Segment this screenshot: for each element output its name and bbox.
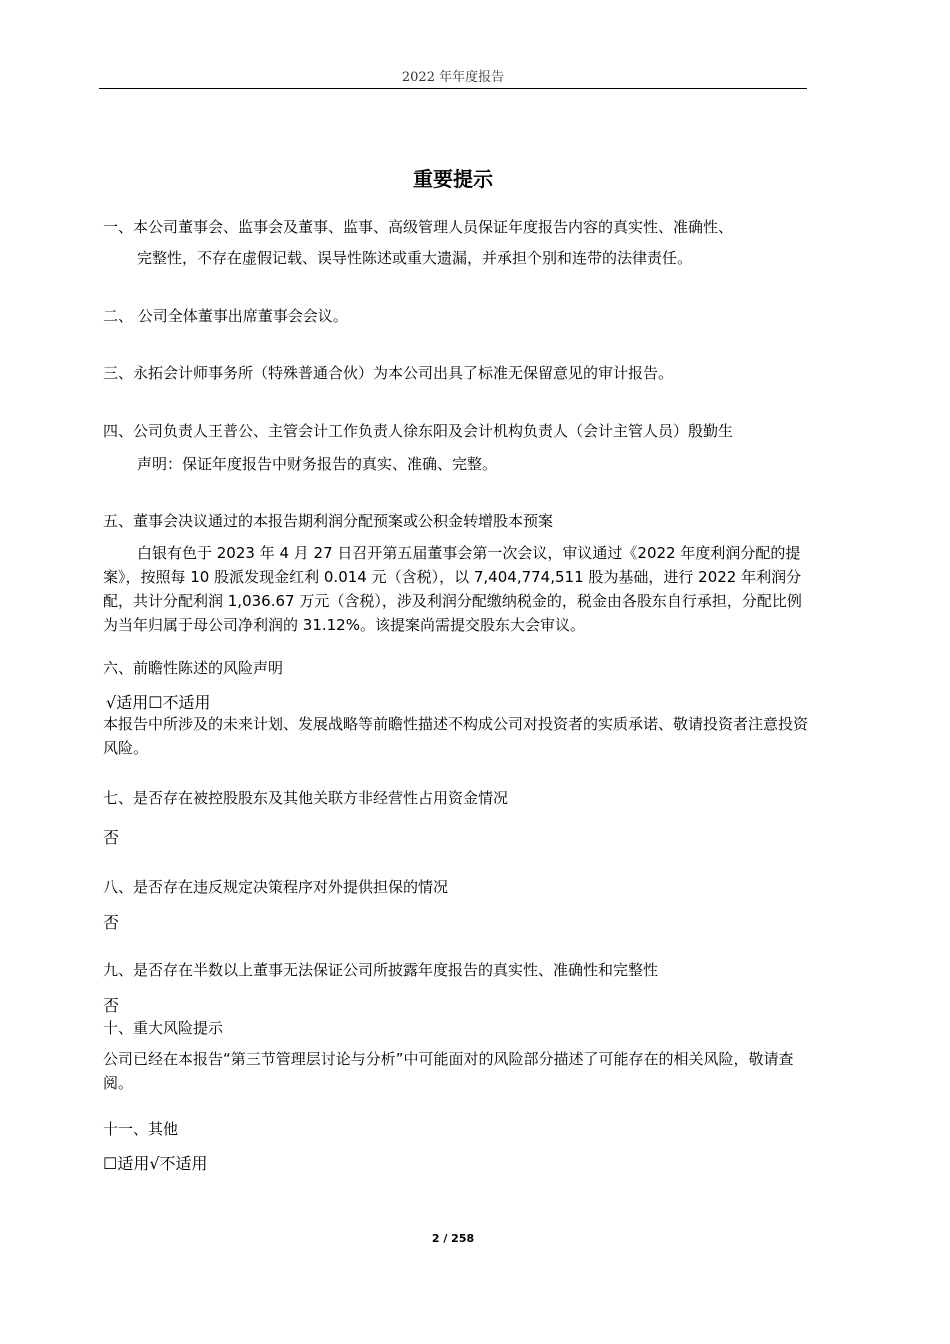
item-one-line1: 一、本公司董事会、监事会及董事、监事、高级管理人员保证年度报告内容的真实性、准确性、 [103, 218, 734, 236]
header-divider [99, 88, 807, 89]
header-title: 2022 年年度报告 [401, 70, 505, 85]
item-two: 二、 公司全体董事出席董事会会议。 [103, 307, 348, 325]
item-eight-heading: 八、是否存在违反规定决策程序对外提供担保的情况 [103, 878, 449, 896]
page-title: 重要提示 [413, 167, 493, 191]
item-six-heading: 六、前瞻性陈述的风险声明 [103, 659, 284, 677]
item-three: 三、永拓会计师事务所（特殊普通合伙）为本公司出具了标准无保留意见的审计报告。 [103, 364, 674, 382]
item-six-body: 本报告中所涉及的未来计划、发展战略等前瞻性描述不构成公司对投资者的实质承诺、敬请投资者注意投资风险。 [103, 715, 809, 757]
item-ten-body: 公司已经在本报告“第三节管理层讨论与分析”中可能面对的风险部分描述了可能存在的相关风险，敬请查阅。 [103, 1050, 794, 1092]
item-nine-heading: 九、是否存在半数以上董事无法保证公司所披露年度报告的真实性、准确性和完整性 [103, 961, 659, 979]
item-nine-answer: 否 [103, 996, 120, 1015]
item-five-body: 白银有色于 2023 年 4 月 27 日召开第五届董事会第一次会议，审议通过《2022 年度利润分配的提案》，按照每 10 股派发现金红利 0.014 元（含税），以 7,404,774,511 股为基础，进行 2022 年利润分配，共计分配利润 1,036.67 万元（含税），涉及利润分配缴纳税金的，税金由各股东自行承担，分配比例为当年归属于母公司净利润的 31.12%。该提案尚需提交股东大会审议。 [103, 544, 802, 634]
item-four-line2: 声明：保证年度报告中财务报告的真实、准确、完整。 [137, 455, 498, 473]
item-six-choice: √适用☐不适用 [106, 693, 211, 712]
item-seven-heading: 七、是否存在被控股股东及其他关联方非经营性占用资金情况 [103, 789, 509, 807]
item-four-line1: 四、公司负责人王普公、主管会计工作负责人徐东阳及会计机构负责人（会计主管人员）殷勤生 [103, 422, 734, 440]
item-five-heading: 五、董事会决议通过的本报告期利润分配预案或公积金转增股本预案 [103, 512, 554, 530]
item-eight-answer: 否 [103, 913, 120, 932]
item-eleven-heading: 十一、其他 [103, 1120, 179, 1138]
page-number: 2 / 258 [431, 1232, 475, 1245]
item-seven-answer: 否 [103, 828, 120, 847]
item-eleven-choice: ☐适用√不适用 [103, 1154, 208, 1173]
item-ten-heading: 十、重大风险提示 [103, 1019, 224, 1037]
item-one-line2: 完整性，不存在虚假记载、误导性陈述或重大遗漏，并承担个别和连带的法律责任。 [137, 249, 693, 267]
